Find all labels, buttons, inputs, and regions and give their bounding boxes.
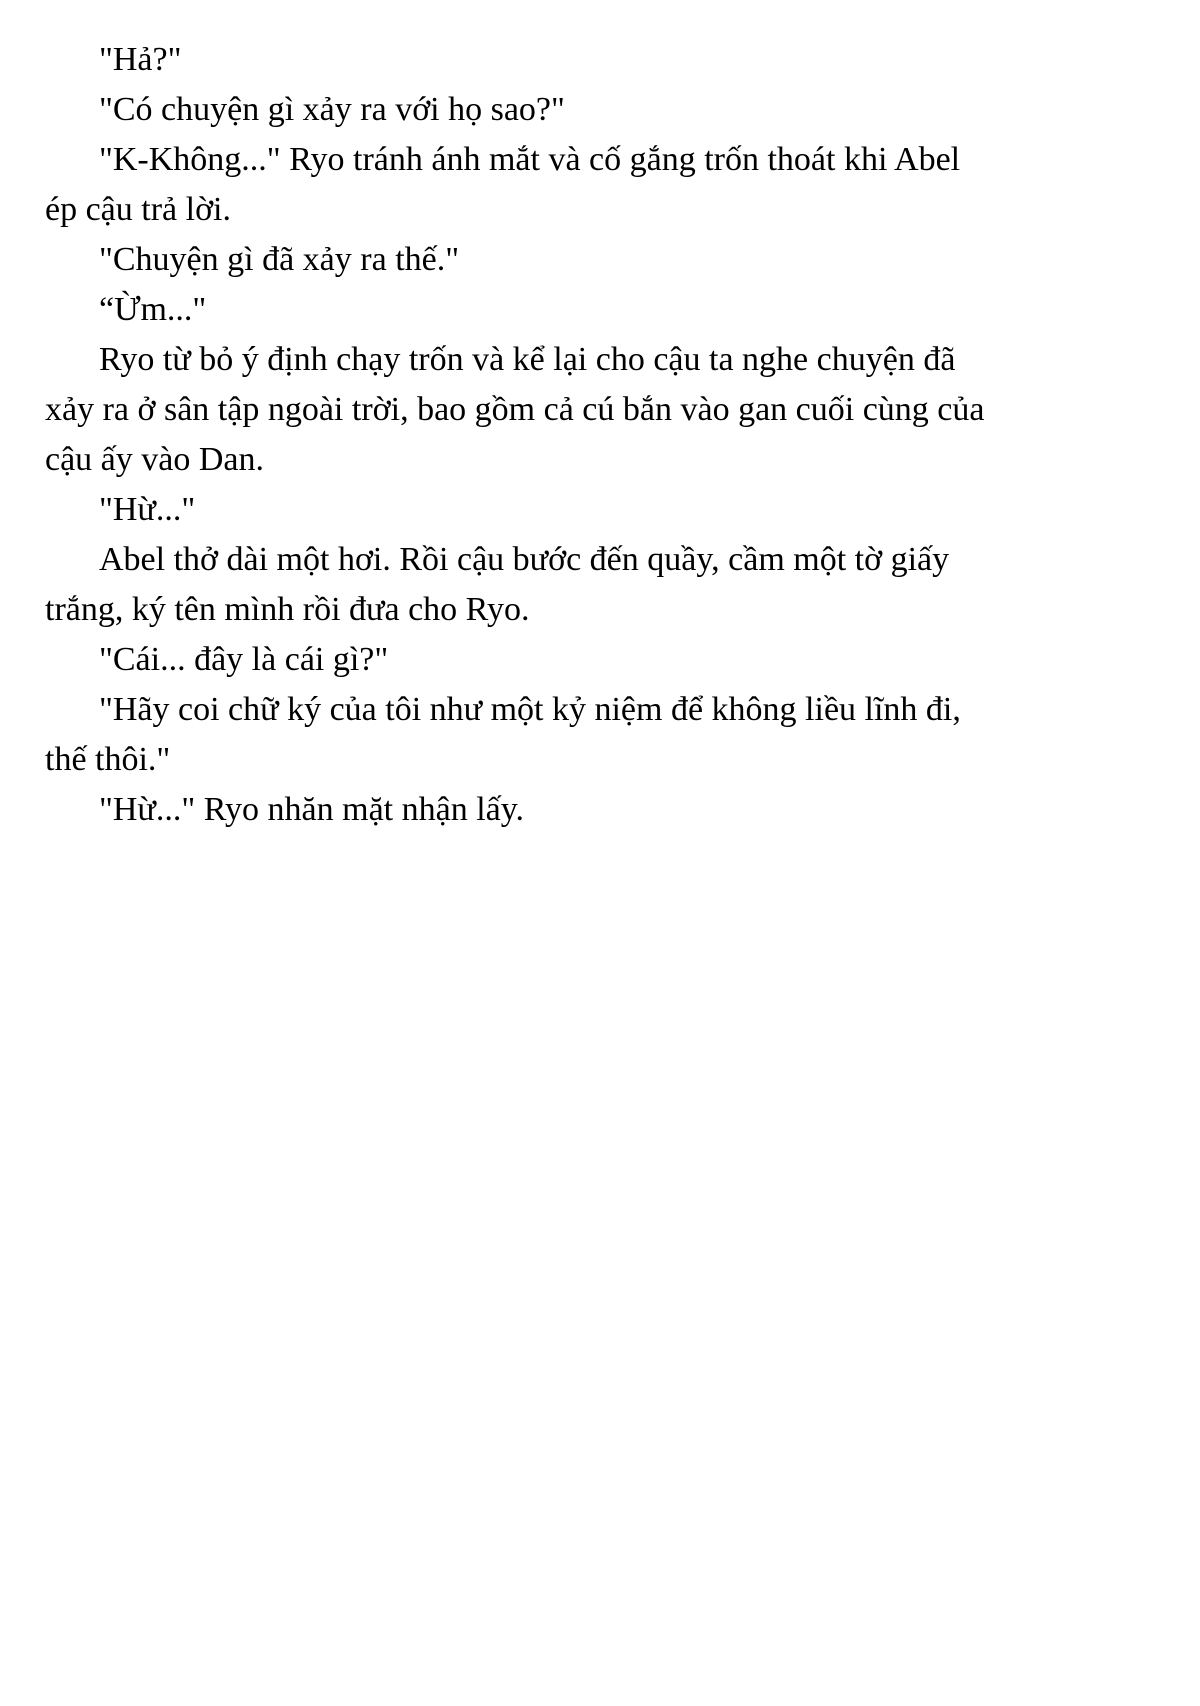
text-line: thế thôi.": [45, 741, 171, 778]
text-line: cậu ấy vào Dan.: [45, 441, 265, 478]
text-line: "Cái... đây là cái gì?": [99, 641, 389, 678]
text-line: trắng, ký tên mình rồi đưa cho Ryo.: [45, 591, 530, 628]
text-line: "Hừ..." Ryo nhăn mặt nhận lấy.: [99, 791, 525, 828]
text-line: "Hừ...": [99, 491, 196, 528]
text-line: "Hãy coi chữ ký của tôi như một kỷ niệm để không liều lĩnh đi,: [99, 691, 961, 728]
text-line: "Chuyện gì đã xảy ra thế.": [99, 241, 460, 278]
text-line: "Hả?": [99, 41, 182, 78]
text-line: Ryo từ bỏ ý định chạy trốn và kể lại cho cậu ta nghe chuyện đã: [99, 341, 956, 378]
text-line: “Ừm...": [99, 291, 207, 328]
text-line: ép cậu trả lời.: [45, 191, 232, 228]
text-line: "K-Không..." Ryo tránh ánh mắt và cố gắng trốn thoát khi Abel: [99, 141, 961, 178]
text-body: [45, 35, 1180, 835]
text-line: Abel thở dài một hơi. Rồi cậu bước đến quầy, cầm một tờ giấy: [99, 541, 950, 578]
text-line: "Có chuyện gì xảy ra với họ sao?": [99, 91, 565, 128]
text-line: xảy ra ở sân tập ngoài trời, bao gồm cả cú bắn vào gan cuối cùng của: [45, 391, 985, 428]
